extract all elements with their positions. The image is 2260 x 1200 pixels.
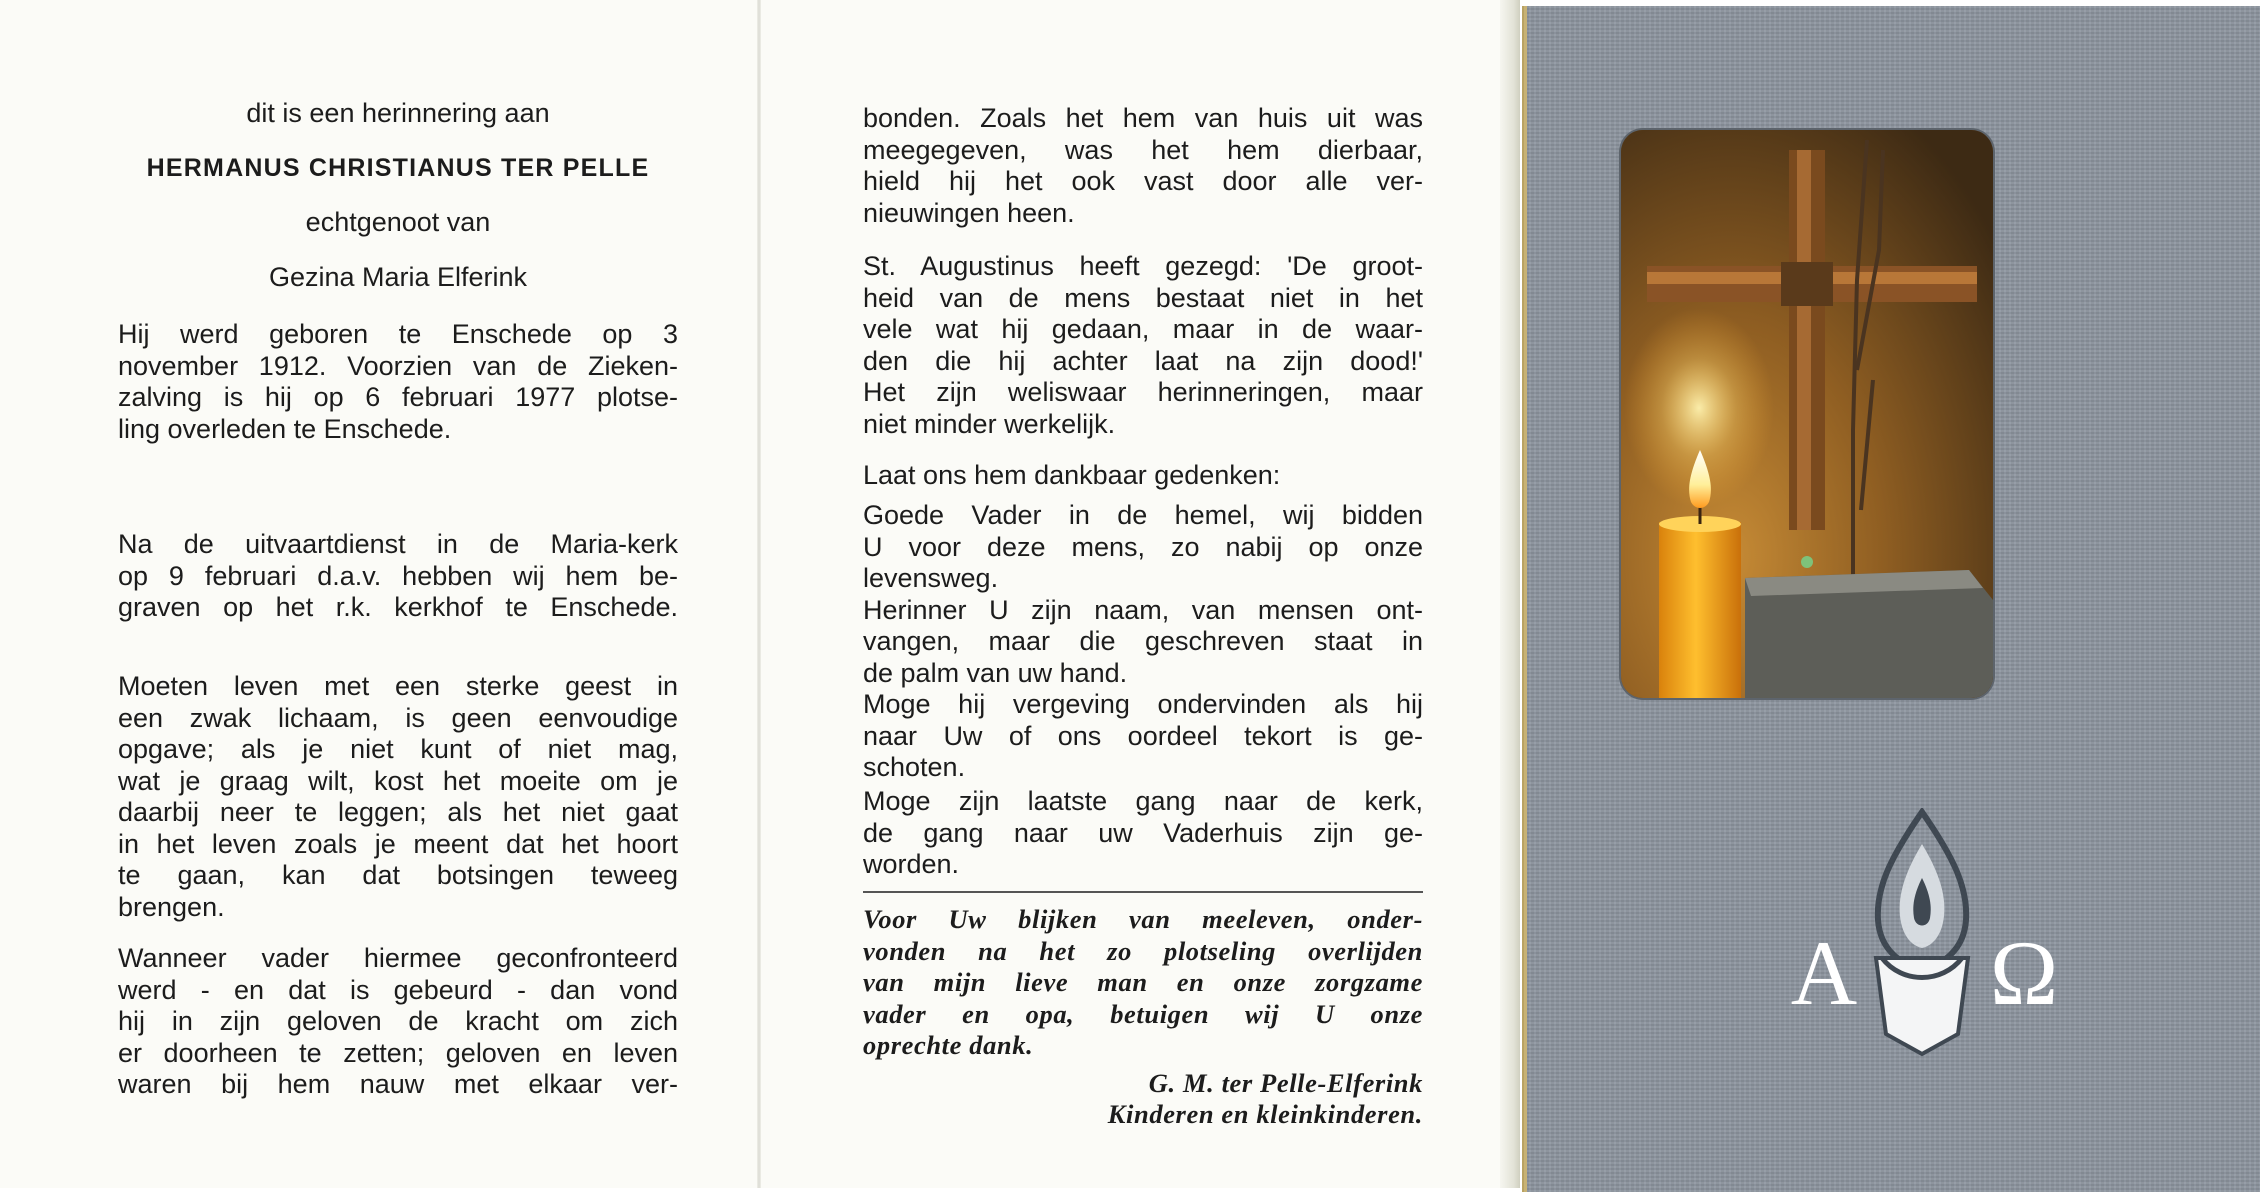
text-line: oprechte dank. (863, 1030, 1034, 1060)
text-line: de gang naar uw Vaderhuis zijn ge- (863, 817, 1423, 848)
text-line: Hij werd geboren te Enschede op 3 (118, 319, 678, 349)
flame-emblem-icon (1876, 812, 1968, 1054)
text-line: meegegeven, was het hem dierbaar, (863, 134, 1423, 165)
alpha-letter: A (1790, 922, 1858, 1024)
text-line: Goede Vader in de hemel, wij bidden (863, 500, 1423, 530)
text-line: vonden na het zo plotseling overlijden (863, 935, 1423, 966)
text-line: te gaan, kan dat botsingen teweeg (118, 860, 678, 890)
prayer-paragraph (863, 786, 1423, 881)
text-line: Het zijn weliswaar herinneringen, maar (863, 377, 1423, 407)
text-line: zalving is hij op 6 februari 1977 plotse- (118, 382, 678, 412)
text-line: graven op het r.k. kerkhof te Enschede. (118, 592, 678, 622)
relation-text: echtgenoot van (305, 207, 491, 237)
birth-paragraph (118, 319, 678, 445)
signature-family: G. M. ter Pelle-Elferink (1148, 1068, 1423, 1098)
prayer-paragraph (863, 500, 1423, 784)
alpha-omega-emblem (1772, 808, 2072, 1058)
text-line: van mijn lieve man en onze zorgzame (863, 967, 1423, 997)
thanks-paragraph (863, 904, 1423, 1062)
divider (863, 891, 1423, 893)
text-line: november 1912. Voorzien van de Zieken- (118, 350, 678, 381)
text-line: opgave; als je niet kunt of niet mag, (118, 734, 678, 764)
text-line: nieuwingen heen. (863, 197, 1075, 228)
text-line: St. Augustinus heeft gezegd: 'De groot- (863, 251, 1423, 281)
text-line: brengen. (118, 891, 225, 922)
spouse-name: Gezina Maria Elferink (268, 262, 528, 292)
text-line: heid van de mens bestaat niet in het (863, 282, 1423, 313)
text-line: in het leven zoals je meent dat het hoort (118, 828, 678, 859)
fold-line (757, 0, 761, 1188)
signature-children: Kinderen en kleinkinderen. (1107, 1099, 1423, 1129)
text-line: levensweg. (863, 563, 999, 593)
text-line: hij in zijn geloven de kracht om zich (118, 1006, 678, 1036)
faith-paragraph (118, 943, 678, 1101)
text-line: daarbij neer te leggen; als het niet gaat (118, 797, 678, 827)
text-line: vele wat hij gedaan, maar in de waar- (863, 314, 1423, 344)
text-line: bonden. Zoals het hem van huis uit was (863, 103, 1423, 133)
text-line: den die hij achter laat na zijn dood!' (863, 345, 1423, 376)
text-line: naar Uw of ons oordeel tekort is ge- (863, 720, 1423, 751)
text-line: waren bij hem nauw met elkaar ver- (118, 1069, 678, 1099)
prayer-intro: Laat ons hem dankbaar gedenken: (863, 460, 1281, 490)
deceased-name: HERMANUS CHRISTIANUS TER PELLE (146, 154, 650, 182)
continued-paragraph (863, 103, 1423, 229)
text-line: U voor deze mens, zo nabij op onze (863, 531, 1423, 562)
text-line: op 9 februari d.a.v. hebben wij hem be- (118, 560, 678, 591)
text-line: er doorheen te zetten; geloven en leven (118, 1037, 678, 1068)
text-line: Moge zijn laatste gang naar de kerk, (863, 786, 1423, 816)
text-line: wat je graag wilt, kost het moeite om je (118, 765, 678, 796)
omega-letter: Ω (1989, 922, 2059, 1024)
life-paragraph (118, 671, 678, 923)
text-line: vangen, maar die geschreven staat in (863, 626, 1423, 656)
text-line: hield hij het ook vast door alle ver- (863, 166, 1423, 196)
text-line: Herinner U zijn naam, van mensen ont- (863, 594, 1423, 625)
text-line: vader en opa, betuigen wij U onze (863, 998, 1423, 1029)
text-line: Wanneer vader hiermee geconfronteerd (118, 943, 678, 973)
funeral-paragraph (118, 529, 678, 624)
text-line: de palm van uw hand. (863, 657, 1128, 688)
cover-card (1522, 6, 2260, 1192)
text-line: ling overleden te Enschede. (118, 413, 452, 444)
text-line: Voor Uw blijken van meeleven, onder- (863, 904, 1423, 934)
text-line: werd - en dat is gebeurd - dan vond (118, 974, 678, 1005)
text-line: een zwak lichaam, is geen eenvoudige (118, 702, 678, 733)
fold-line (1500, 0, 1520, 1188)
augustinus-paragraph (863, 251, 1423, 440)
text-line: Moge hij vergeving ondervinden als hij (863, 689, 1423, 719)
text-line: Na de uitvaartdienst in de Maria-kerk (118, 529, 678, 559)
text-line: worden. (863, 849, 960, 879)
cross-candle-photo (1621, 130, 1993, 698)
text-line: schoten. (863, 752, 966, 782)
text-line: niet minder werkelijk. (863, 408, 1116, 439)
text-line: Moeten leven met een sterke geest in (118, 671, 678, 701)
intro-text: dit is een herinnering aan (246, 98, 550, 128)
